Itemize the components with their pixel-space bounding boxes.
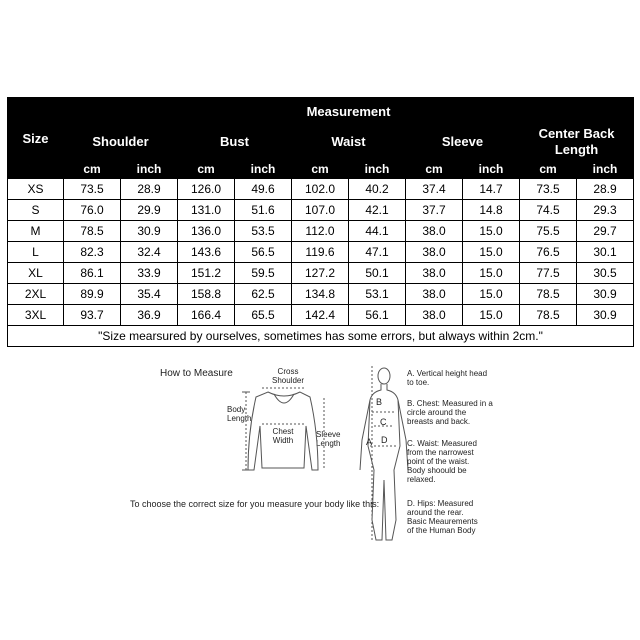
- measurement-cell: 40.2: [349, 179, 406, 200]
- measurement-cell: 38.0: [406, 305, 463, 326]
- letter-d: D: [381, 435, 388, 445]
- measurement-cell: 59.5: [235, 263, 292, 284]
- measurement-cell: 44.1: [349, 221, 406, 242]
- group-header: Shoulder: [64, 125, 178, 160]
- measurement-cell: 38.0: [406, 242, 463, 263]
- measurement-cell: 75.5: [520, 221, 577, 242]
- unit-header: inch: [235, 160, 292, 179]
- measurement-cell: 36.9: [121, 305, 178, 326]
- body-length-label-line2: Length: [227, 414, 252, 423]
- measure-note-line: around the rear.: [407, 508, 464, 517]
- measurement-cell: 127.2: [292, 263, 349, 284]
- measurement-cell: 74.5: [520, 200, 577, 221]
- measurement-cell: 134.8: [292, 284, 349, 305]
- measurement-cell: 76.0: [64, 200, 121, 221]
- unit-header: cm: [520, 160, 577, 179]
- chest-width-label-line1: Chest: [272, 427, 294, 436]
- measurement-cell: 82.3: [64, 242, 121, 263]
- letter-a: A: [366, 437, 373, 447]
- how-to-measure-title: How to Measure: [160, 368, 233, 379]
- measurement-cell: 56.5: [235, 242, 292, 263]
- unit-header: inch: [121, 160, 178, 179]
- measurement-cell: 14.8: [463, 200, 520, 221]
- group-header: Sleeve: [406, 125, 520, 160]
- shirt-illustration: [242, 388, 324, 470]
- measurement-header: Measurement: [64, 98, 634, 125]
- size-cell: 3XL: [8, 305, 64, 326]
- measurement-cell: 56.1: [349, 305, 406, 326]
- measurement-cell: 28.9: [121, 179, 178, 200]
- measure-note-line: of the Human Body: [407, 526, 476, 535]
- measure-note: [407, 439, 477, 484]
- measurement-cell: 143.6: [178, 242, 235, 263]
- measure-note-line: to toe.: [407, 378, 430, 387]
- measurement-cell: 15.0: [463, 221, 520, 242]
- letter-c: C: [380, 417, 387, 427]
- measurement-cell: 35.4: [121, 284, 178, 305]
- measurement-cell: 53.1: [349, 284, 406, 305]
- measurement-cell: 86.1: [64, 263, 121, 284]
- measurement-cell: 30.9: [577, 305, 634, 326]
- measurement-cell: 73.5: [520, 179, 577, 200]
- size-column-header: Size: [8, 98, 64, 179]
- measurement-cell: 89.9: [64, 284, 121, 305]
- measure-note: [407, 369, 487, 387]
- measurement-cell: 28.9: [577, 179, 634, 200]
- measurement-cell: 29.9: [121, 200, 178, 221]
- measurement-cell: 30.5: [577, 263, 634, 284]
- measurement-cell: 14.7: [463, 179, 520, 200]
- table-note: "Size mearsured by ourselves, sometimes has some errors, but always within 2cm.": [8, 326, 634, 347]
- unit-header: cm: [292, 160, 349, 179]
- measurement-cell: 42.1: [349, 200, 406, 221]
- measure-note: [407, 499, 478, 535]
- measurement-cell: 51.6: [235, 200, 292, 221]
- body-figure-illustration: [360, 366, 408, 540]
- measurement-cell: 38.0: [406, 221, 463, 242]
- measure-note-line: C. Waist: Measured: [407, 439, 477, 448]
- measurement-cell: 158.8: [178, 284, 235, 305]
- measurement-cell: 15.0: [463, 263, 520, 284]
- cross-shoulder-label-line1: Cross: [277, 367, 299, 376]
- measure-note-line: relaxed.: [407, 475, 436, 484]
- size-cell: 2XL: [8, 284, 64, 305]
- measurement-cell: 119.6: [292, 242, 349, 263]
- measurement-cell: 47.1: [349, 242, 406, 263]
- measure-note-line: point of the waist.: [407, 457, 470, 466]
- measurement-cell: 53.5: [235, 221, 292, 242]
- size-cell: L: [8, 242, 64, 263]
- group-header: Waist: [292, 125, 406, 160]
- measurement-cell: 126.0: [178, 179, 235, 200]
- measurement-cell: 136.0: [178, 221, 235, 242]
- group-header: Bust: [178, 125, 292, 160]
- measurement-cell: 37.7: [406, 200, 463, 221]
- measurement-cell: 38.0: [406, 263, 463, 284]
- measurement-cell: 50.1: [349, 263, 406, 284]
- measure-note-line: B. Chest: Measured in a: [407, 399, 493, 408]
- measurement-cell: 62.5: [235, 284, 292, 305]
- measurement-cell: 38.0: [406, 284, 463, 305]
- measurement-cell: 78.5: [520, 305, 577, 326]
- unit-header: inch: [463, 160, 520, 179]
- measurement-cell: 29.7: [577, 221, 634, 242]
- measure-note-line: circle around the: [407, 408, 467, 417]
- measurement-cell: 166.4: [178, 305, 235, 326]
- measurement-cell: 93.7: [64, 305, 121, 326]
- size-cell: S: [8, 200, 64, 221]
- measurement-cell: 142.4: [292, 305, 349, 326]
- letter-b: B: [376, 397, 383, 407]
- measurement-cell: 30.9: [577, 284, 634, 305]
- sleeve-length-label-line2: Length: [316, 439, 341, 448]
- measurement-cell: 107.0: [292, 200, 349, 221]
- measurement-cell: 15.0: [463, 284, 520, 305]
- measurement-cell: 131.0: [178, 200, 235, 221]
- size-cell: XL: [8, 263, 64, 284]
- group-header: Center Back Length: [520, 125, 634, 160]
- unit-header: cm: [64, 160, 121, 179]
- unit-header: inch: [349, 160, 406, 179]
- measurement-cell: 37.4: [406, 179, 463, 200]
- measurement-cell: 15.0: [463, 305, 520, 326]
- measurement-cell: 49.6: [235, 179, 292, 200]
- measurement-cell: 30.1: [577, 242, 634, 263]
- size-cell: XS: [8, 179, 64, 200]
- size-cell: M: [8, 221, 64, 242]
- measurement-cell: 78.5: [64, 221, 121, 242]
- measure-note: [407, 399, 493, 426]
- measurement-cell: 29.3: [577, 200, 634, 221]
- measurement-cell: 15.0: [463, 242, 520, 263]
- measurement-cell: 30.9: [121, 221, 178, 242]
- measure-note-line: from the narrowest: [407, 448, 474, 457]
- sleeve-length-label-line1: Sleeve: [316, 430, 341, 439]
- unit-header: inch: [577, 160, 634, 179]
- measurement-cell: 73.5: [64, 179, 121, 200]
- measurement-cell: 33.9: [121, 263, 178, 284]
- measure-note-line: A. Vertical height head: [407, 369, 488, 378]
- measurement-cell: 77.5: [520, 263, 577, 284]
- measure-note-line: Body shoould be: [407, 466, 467, 475]
- measurement-cell: 76.5: [520, 242, 577, 263]
- measure-note-line: breasts and back.: [407, 417, 471, 426]
- measurement-cell: 102.0: [292, 179, 349, 200]
- measurement-cell: 151.2: [178, 263, 235, 284]
- chest-width-label-line2: Width: [272, 436, 294, 445]
- measurement-cell: 32.4: [121, 242, 178, 263]
- measure-note-line: D. Hips: Measured: [407, 499, 474, 508]
- unit-header: cm: [406, 160, 463, 179]
- choose-size-text: To choose the correct size for you measure your body like this:: [130, 499, 380, 509]
- measurement-cell: 78.5: [520, 284, 577, 305]
- cross-shoulder-label-line2: Shoulder: [271, 376, 305, 385]
- unit-header: cm: [178, 160, 235, 179]
- body-length-label-line1: Body: [227, 405, 246, 414]
- measure-note-line: Basic Meaurements: [407, 517, 478, 526]
- measurement-cell: 112.0: [292, 221, 349, 242]
- measurement-cell: 65.5: [235, 305, 292, 326]
